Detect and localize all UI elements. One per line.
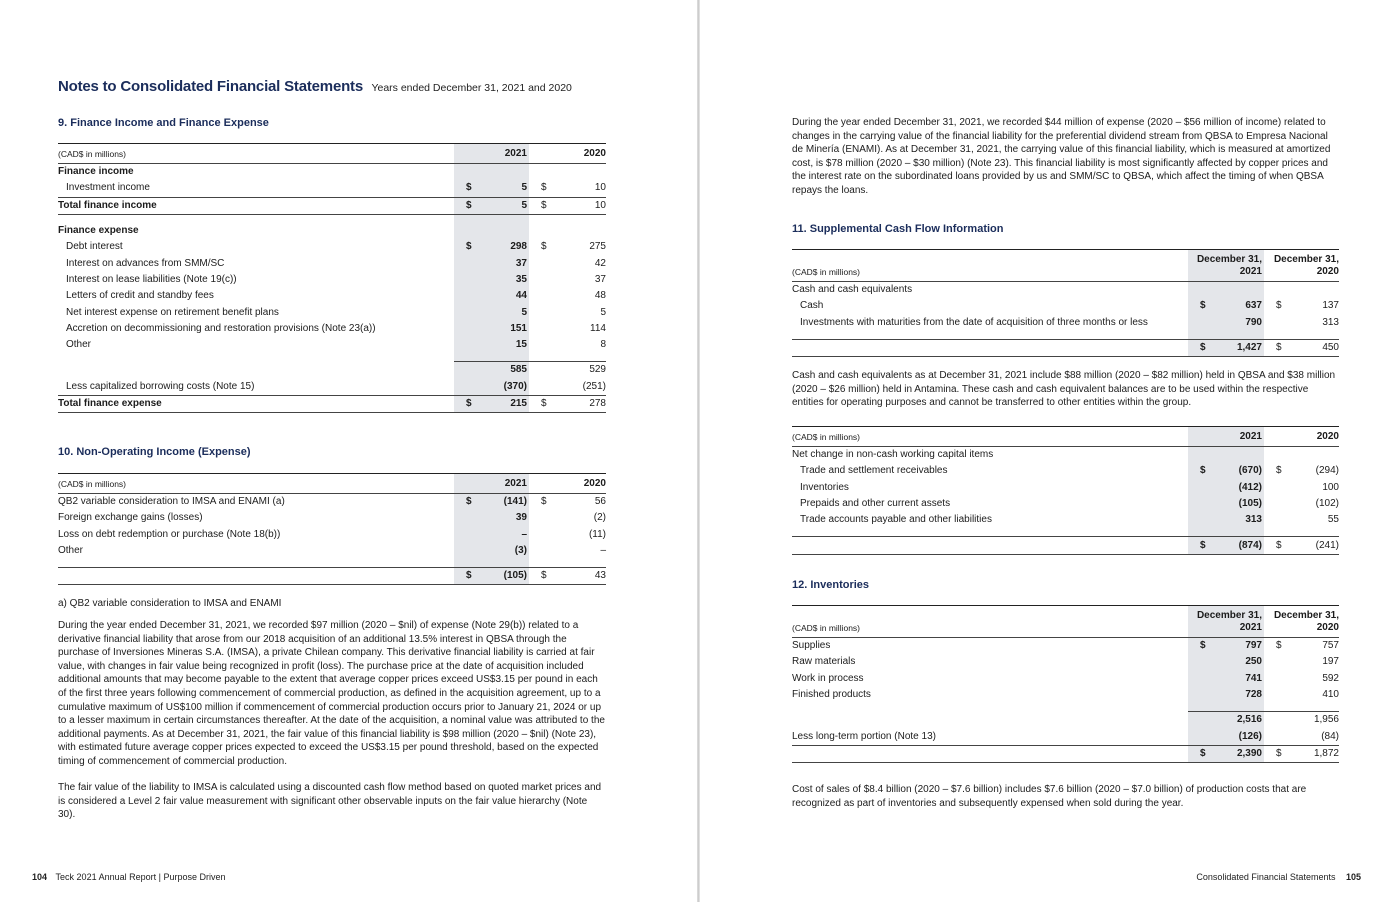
cash-paragraph: Cash and cash equivalents as at December 31, 2021 include $88 million (2020 – $82 million) held in QBSA and $38 million (2020 – $26 million) held in Antamina. These cash and cash equivalent balances are to be used within the respective entities for operating purposes and cannot be transferred to other entities within the group. [792, 370, 1336, 409]
value-2020: 137 [1322, 300, 1339, 312]
table-row [792, 712, 1339, 729]
row-label: Other [66, 339, 92, 351]
currency-symbol: $ [454, 395, 484, 412]
currency-symbol: $ [454, 239, 484, 255]
unit-label: (CAD$ in millions) [58, 144, 454, 164]
value-2020: 197 [1322, 656, 1339, 668]
col-2020-header: 2020 [1294, 427, 1339, 447]
table-row [792, 512, 1339, 528]
value-2021: 741 [1220, 671, 1264, 687]
value-2021: (412) [1220, 480, 1264, 496]
row-label: Other [58, 545, 84, 557]
row-label: Net interest expense on retirement benefit plans [66, 306, 279, 318]
value-2020: 275 [589, 241, 606, 253]
row-label: Work in process [792, 672, 864, 684]
table-row [58, 395, 606, 412]
cash-equivalents-table [792, 249, 1339, 357]
note9-heading: 9. Finance Income and Finance Expense [58, 117, 269, 129]
total-2021: (874) [1220, 537, 1264, 554]
table-row [792, 496, 1339, 512]
table-row [792, 638, 1339, 655]
col-2020-header [1264, 250, 1339, 282]
row-label: Letters of credit and standby fees [66, 290, 214, 302]
working-capital-table [792, 426, 1339, 555]
row-label: Net change in non-cash working capital items [792, 447, 1188, 464]
currency-symbol: $ [454, 494, 484, 511]
col-2021-header: 2021 [484, 474, 529, 494]
non-operating-table [58, 473, 606, 585]
table-row [792, 463, 1339, 479]
total-2021: 2,390 [1220, 745, 1264, 762]
table-row [58, 223, 606, 239]
value-2021: 37 [484, 255, 529, 271]
value-2020: 757 [1294, 638, 1339, 655]
table-row [792, 537, 1339, 554]
finance-income-table [58, 143, 606, 413]
row-label: Cash and cash equivalents [792, 282, 1188, 299]
row-label: Finished products [792, 689, 871, 701]
total-2020: (241) [1294, 537, 1339, 554]
table-row [58, 304, 606, 320]
page-title-main: Notes to Consolidated Financial Statements [58, 78, 363, 95]
subtotal-2021: 585 [484, 362, 529, 379]
table-header-row [792, 606, 1339, 638]
subnote-a-paragraph-2: The fair value of the liability to IMSA is calculated using a discounted cash flow method based on quoted market prices and is considered a Level 2 fair value measurement with significant other observable inputs on the fair value hierarchy (Note 30). [58, 782, 602, 821]
currency-symbol: $ [529, 494, 559, 511]
row-label: Accretion on decommissioning and restoration provisions (Note 23(a)) [66, 322, 376, 334]
col-2020-header [1264, 606, 1339, 638]
table-row [58, 197, 606, 214]
currency-symbol: $ [1264, 537, 1294, 554]
row-label: Finance expense [58, 225, 139, 237]
value-2021: – [484, 527, 529, 543]
table-header-row [792, 250, 1339, 282]
row-label: Cash [800, 300, 824, 312]
row-label: Prepaids and other current assets [800, 498, 951, 510]
value-2021: (3) [484, 543, 529, 559]
value-2020: 313 [1322, 316, 1339, 328]
subtotal-2020: 529 [559, 362, 606, 379]
table-row [58, 362, 606, 379]
page-title [58, 78, 572, 96]
currency-symbol: $ [541, 241, 547, 253]
subtotal-2020: 1,956 [1294, 712, 1339, 729]
value-2021: (141) [484, 494, 529, 511]
value-2020: (2) [593, 512, 606, 524]
currency-symbol: $ [1264, 638, 1294, 655]
currency-symbol: $ [1188, 745, 1220, 762]
table-row [58, 527, 606, 543]
table-row [792, 480, 1339, 496]
row-label: QB2 variable consideration to IMSA and ENAMI (a) [58, 494, 454, 511]
table-header-row [58, 474, 606, 494]
table-row [58, 180, 606, 197]
col-2021-header [1188, 250, 1264, 282]
currency-symbol: $ [454, 568, 484, 585]
value-2021: 298 [484, 239, 529, 255]
value-2021: 5 [484, 180, 529, 197]
value-2020: 592 [1322, 672, 1339, 684]
value-2021: 151 [484, 321, 529, 337]
unit-label: (CAD$ in millions) [58, 474, 454, 494]
value-2021: 313 [1220, 512, 1264, 528]
row-label: Trade and settlement receivables [800, 465, 948, 477]
value-2021: (126) [1220, 728, 1264, 745]
table-row [792, 298, 1339, 314]
currency-symbol: $ [1188, 638, 1220, 655]
value-2021: 5 [484, 197, 529, 214]
table-row [58, 272, 606, 288]
unit-label: (CAD$ in millions) [792, 250, 1188, 282]
value-2020: 278 [559, 395, 606, 412]
value-2020: (84) [1321, 730, 1339, 742]
col-2020-header-line2: 2020 [1316, 266, 1339, 277]
currency-symbol: $ [541, 182, 547, 194]
row-label: Interest on advances from SMM/SC [66, 257, 225, 269]
note11-heading: 11. Supplemental Cash Flow Information [792, 223, 1004, 235]
row-label: Investments with maturities from the date of acquisition of three months or less [800, 316, 1148, 328]
row-label: Inventories [800, 481, 849, 493]
col-2021-header: 2021 [484, 144, 529, 164]
row-label: Supplies [792, 638, 1188, 655]
currency-symbol: $ [1264, 339, 1294, 356]
table-row [58, 337, 606, 353]
row-label: Total finance expense [58, 395, 454, 412]
enami-paragraph: During the year ended December 31, 2021, we recorded $44 million of expense (2020 – $56 million of income) related to changes in the carrying value of the financial liability for the preferential dividend stream from QBSA to Empresa Nacional de Minería (ENAMI). As at December 31, 2021, the carrying value of this financial liability, which is measured at amortized cost, is $78 million (2020 – $30 million) (Note 23). This financial liability is most significantly affected by copper prices and the interest rate on the subordinated loans provided by us and SMM/SC to QBSA, which affect the timing of when QBSA repays the loans. [792, 117, 1331, 196]
col-2020-header: 2020 [559, 144, 606, 164]
footer-left [32, 872, 225, 882]
table-row [58, 255, 606, 271]
table-row [58, 568, 606, 585]
note12-heading: 12. Inventories [792, 579, 870, 591]
currency-symbol: $ [529, 197, 559, 214]
table-header-row [58, 144, 606, 164]
row-label: Interest on lease liabilities (Note 19(c)) [66, 273, 237, 285]
value-2020: 100 [1322, 481, 1339, 493]
row-label: Loss on debt redemption or purchase (Note 18(b)) [58, 528, 281, 540]
table-row [792, 654, 1339, 670]
right-page [699, 0, 1395, 902]
row-label: Less capitalized borrowing costs (Note 15) [66, 380, 255, 392]
table-row [58, 543, 606, 559]
value-2021: 250 [1220, 654, 1264, 670]
value-2021: 5 [484, 304, 529, 320]
value-2020: 10 [594, 182, 606, 194]
value-2020: (251) [582, 380, 606, 392]
currency-symbol: $ [1276, 465, 1282, 477]
value-2021: 637 [1220, 298, 1264, 314]
subnote-a-paragraph-1: During the year ended December 31, 2021, we recorded $97 million (2020 – $nil) of expense (Note 29(b)) related to a derivative financial liability that arose from our 2018 acquisition of an additional 13.5% interest in QBSA through the purchase of Inversiones Mineras S.A. (IMSA), a private Chilean company. This derivative financial liability is carried at fair value, with changes in fair value being recognized in profit (loss). The purchase price at the date of acquisition included additional amounts that may become payable to the extent that average copper prices exceed US$3.15 per pound in each of the first three years following commencement of commercial production, as defined in the acquisition agreement, up to a cumulative maximum of US$100 million if commencement of commercial production occurs prior to January 21, 2024 or up to a lesser maximum in certain circumstances thereafter. At the date of the acquisition, a nominal value was attributed to the additional payments. As at December 31, 2021, the fair value of this financial liability is $98 million (2020 – $nil) (Note 23), with estimated future average copper prices expected to exceed the US$3.15 per pound threshold, based on the expected timing of commencement of commercial production. [58, 620, 605, 767]
subtotal-2021: 2,516 [1220, 712, 1264, 729]
total-2020: 1,872 [1294, 745, 1339, 762]
inventories-table [792, 605, 1339, 763]
footer-text: Consolidated Financial Statements [1196, 872, 1336, 882]
value-2020: 10 [559, 197, 606, 214]
unit-label: (CAD$ in millions) [792, 427, 1188, 447]
value-2021: 797 [1220, 638, 1264, 655]
col-2021-header-line1: December 31, [1196, 254, 1262, 265]
total-2021: (105) [484, 568, 529, 585]
total-2020: 450 [1294, 339, 1339, 356]
col-2021-header [1188, 606, 1264, 638]
currency-symbol: $ [1188, 537, 1220, 554]
value-2021: 790 [1220, 315, 1264, 331]
table-row [58, 239, 606, 255]
table-row [58, 288, 606, 304]
table-row [792, 728, 1339, 745]
currency-symbol: $ [1264, 745, 1294, 762]
table-row [58, 494, 606, 511]
currency-symbol: $ [454, 197, 484, 214]
subnote-a-title: a) QB2 variable consideration to IMSA and ENAMI [58, 598, 282, 609]
currency-symbol: $ [529, 395, 559, 412]
table-row [792, 671, 1339, 687]
value-2020: 410 [1322, 689, 1339, 701]
col-2021-header: 2021 [1220, 427, 1264, 447]
value-2020: (11) [588, 528, 606, 540]
row-label: Raw materials [792, 656, 856, 668]
value-2021: (105) [1220, 496, 1264, 512]
col-2021-header-line1: December 31, [1196, 610, 1262, 621]
row-label: Foreign exchange gains (losses) [58, 512, 203, 524]
value-2021: 35 [484, 272, 529, 288]
value-2020: – [600, 545, 606, 557]
value-2020: (294) [1315, 465, 1339, 477]
table-header-row [792, 427, 1339, 447]
value-2021: 728 [1220, 687, 1264, 703]
unit-label: (CAD$ in millions) [792, 606, 1188, 638]
col-2021-header-line2: 2021 [1239, 622, 1262, 633]
value-2021: 39 [484, 510, 529, 526]
value-2020: 37 [594, 273, 606, 285]
currency-symbol: $ [1188, 463, 1220, 479]
value-2020: 42 [594, 257, 606, 269]
table-row [792, 447, 1339, 464]
total-2021: 1,427 [1220, 339, 1264, 356]
row-label: Investment income [66, 182, 150, 194]
page-title-sub: Years ended December 31, 2021 and 2020 [371, 82, 572, 94]
value-2020: 48 [594, 290, 606, 302]
value-2020: (102) [1315, 498, 1339, 510]
value-2021: (370) [484, 379, 529, 396]
row-label: Trade accounts payable and other liabilities [800, 514, 992, 526]
table-row [58, 164, 606, 181]
currency-symbol: $ [454, 180, 484, 197]
value-2020: 8 [600, 339, 606, 351]
table-row [792, 282, 1339, 299]
page-number: 105 [1345, 872, 1361, 882]
table-row [58, 379, 606, 396]
row-label: Finance income [58, 164, 454, 181]
footer-text: Teck 2021 Annual Report | Purpose Driven [55, 872, 226, 882]
total-2020: 43 [559, 568, 606, 585]
value-2020: 5 [600, 306, 606, 318]
table-row [792, 315, 1339, 331]
currency-symbol: $ [1188, 339, 1220, 356]
value-2021: 15 [484, 337, 529, 353]
table-row [792, 687, 1339, 703]
value-2020: 55 [1327, 514, 1339, 526]
value-2021: 215 [484, 395, 529, 412]
value-2021: 44 [484, 288, 529, 304]
page-number: 104 [32, 872, 48, 882]
table-row [58, 510, 606, 526]
currency-symbol: $ [1188, 298, 1220, 314]
currency-symbol: $ [1276, 300, 1282, 312]
value-2020: 114 [590, 322, 606, 334]
row-label: Total finance income [58, 197, 454, 214]
col-2021-header-line2: 2021 [1239, 266, 1262, 277]
row-label: Debt interest [66, 241, 123, 253]
col-2020-header-line1: December 31, [1273, 254, 1339, 265]
footer-right [1196, 872, 1361, 882]
col-2020-header: 2020 [559, 474, 606, 494]
value-2020: 56 [559, 494, 606, 511]
currency-symbol: $ [529, 568, 559, 585]
table-row [792, 745, 1339, 762]
row-label: Less long-term portion (Note 13) [792, 730, 936, 742]
table-row [58, 321, 606, 337]
col-2020-header-line1: December 31, [1273, 610, 1339, 621]
col-2020-header-line2: 2020 [1316, 622, 1339, 633]
inventories-paragraph: Cost of sales of $8.4 billion (2020 – $7.6 billion) includes $7.6 billion (2020 – $7.0 billion) of production costs that are recognized as part of inventories and subsequently expensed when sold during the year. [792, 784, 1307, 809]
table-row [792, 339, 1339, 356]
note10-heading: 10. Non-Operating Income (Expense) [58, 446, 251, 458]
value-2021: (670) [1220, 463, 1264, 479]
